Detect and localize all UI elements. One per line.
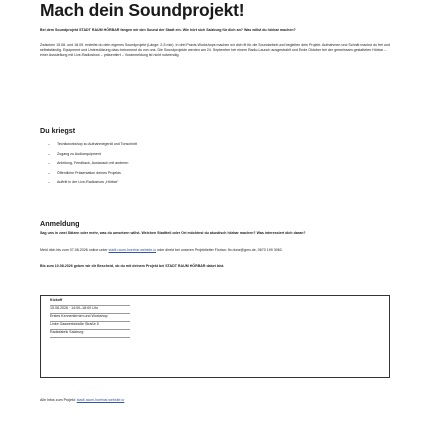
intro-text <box>40 43 390 58</box>
footer-info: Alle Infos zum Projekt: stadt-raum-hoerbar.website.io <box>40 398 125 402</box>
dash-bullet: – <box>48 151 50 156</box>
list-item: – Zugang zu Audioequipment <box>48 151 101 156</box>
list-item: – Auftritt in der Live-Radioshow „Hörbar“ <box>48 180 119 185</box>
dash-bullet: – <box>48 161 50 166</box>
list-item: – Tecnikworkshop zu Aufnahmegerät und Tonschnitt <box>48 142 137 146</box>
kickoff-address: Linke Gaswerkstraße Straße 5 <box>50 322 130 330</box>
benefits-list <box>48 142 137 190</box>
dash-bullet: – <box>48 180 50 185</box>
kickoff-date: 15.08.2026 · 14:00–18:00 Uhr <box>50 306 130 314</box>
list-item: – Öffentliche Präsentation deines Projekts <box>48 170 121 175</box>
section-heading-du-kriegst: Du kriegst <box>40 126 76 135</box>
section-heading-anmeldung: Anmeldung <box>40 219 80 228</box>
intro-lead: Bei dem Soundprojekt STADT RAUM HÖRBAR fangen wir den Sound der Stadt ein. Wie hört sich Salzburg für dich an? Was willst du hörbar machen? <box>40 28 296 32</box>
kickoff-description: Erstes Kennenlernen und Workshop <box>50 314 130 322</box>
kickoff-venue: Radiofabrik Salzburg <box>50 330 130 338</box>
dash-bullet: – <box>48 170 50 175</box>
signup-website-link[interactable]: stadt-raum-hoerbar.website.io <box>108 248 157 252</box>
kickoff-title: Kickoff <box>50 298 130 306</box>
intro-paragraph: Zwischen 15.08. und 18.09. erstellst du dein eigenes Soundprojekt (Länge: 2-5 min). In drei Praxis-Workshops machen wir dich fit für die Soundarbeit und begleiten dein Projekt. Aufnahmen und Schnitt machst du frei und selbstständig. Equipment und Unterstützung dazu bekommst du von uns. Die Soundprojekte werden am 24. September bei einem Radio-Launch ausgestrahlt und Ende Oktober bei der gemeinsam gestalteten Hörbar – einer Ausstellung mit Live-Radioshow – präsentiert – Voranmeldung ist nicht notwendig. <box>40 43 390 57</box>
signup-instructions: Sag uns in zwei Sätzen oder mehr, was du umsetzen willst. Welchen Stadtteil oder Ort möchtest du akustisch hörbar machen? Was interessiert dich daran? <box>40 231 306 235</box>
dash-bullet: – <box>48 142 50 146</box>
kickoff-details <box>50 298 130 338</box>
signup-notification: Bis zum 10.08.2026 geben wir dir Bescheid, ob du mit deinem Projekt bei STADT RAUM HÖRBAR dabei bist. <box>40 264 225 268</box>
page-title: Mach dein Soundprojekt! <box>40 0 245 20</box>
signup-deadline: Meld dich bis zum 07.08.2026 online unter stadt-raum-hoerbar.website.io oder direkt bei unseren Projektleiter Florian: flo.dunz@gmx.de, 0670 199 3062. <box>40 248 283 252</box>
footer-website-link[interactable]: stadt-raum-hoerbar.website.io <box>76 398 125 402</box>
kickoff-box <box>40 295 390 378</box>
list-item: – Anleitung, Feedback, Austausch mit anderen <box>48 161 129 166</box>
